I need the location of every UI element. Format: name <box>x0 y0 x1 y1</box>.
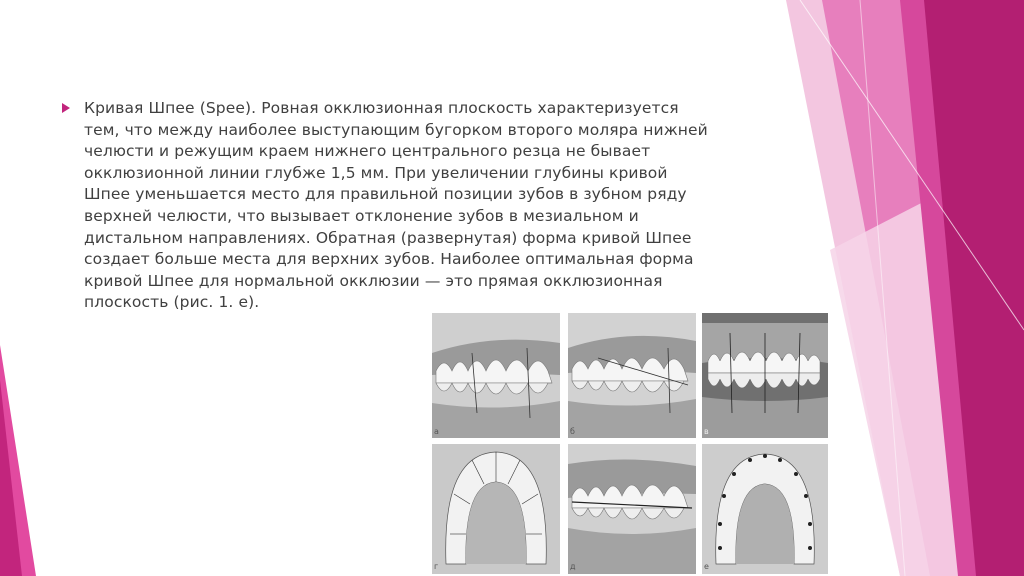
triangle-bullet-icon <box>62 103 70 113</box>
figure-panel-b <box>568 313 696 438</box>
figure-panel-label: а <box>434 427 439 436</box>
figure-panel-label: д <box>570 562 576 571</box>
bullet-item <box>62 98 722 314</box>
figure-panel-label: б <box>570 427 575 436</box>
figure-panel-f <box>702 444 828 574</box>
figure-panel-label: в <box>704 427 709 436</box>
figure-panel-label: е <box>704 562 709 571</box>
figure-panel-e <box>568 444 696 574</box>
figure-panel-d <box>432 444 560 574</box>
figure-panel-label: г <box>434 562 439 571</box>
bullet-paragraph: Кривая Шпее (Spee). Ровная окклюзионная плоскость характеризуется тем, что между наиболее выступающим бугорком второго моляра нижней челюсти и режущим краем нижнего центрального резца не бывает окклюзионной линии глубже 1,5 мм. При увеличении глубины кривой Шпее уменьшается место для правильной позиции зубов в зубном ряду верхней челюсти, что вызывает отклонение зубов в мезиальном и дистальном направлениях. Обратная (развернутая) форма кривой Шпее создает больше места для верхних зубов. Наиболее оптимальная форма кривой Шпее для нормальной окклюзии — это прямая окклюзионная плоскость (рис. 1. е). <box>84 99 708 312</box>
figure-panel-a <box>432 313 560 438</box>
figure-panel-c <box>702 313 828 438</box>
content-text-block <box>62 98 722 314</box>
